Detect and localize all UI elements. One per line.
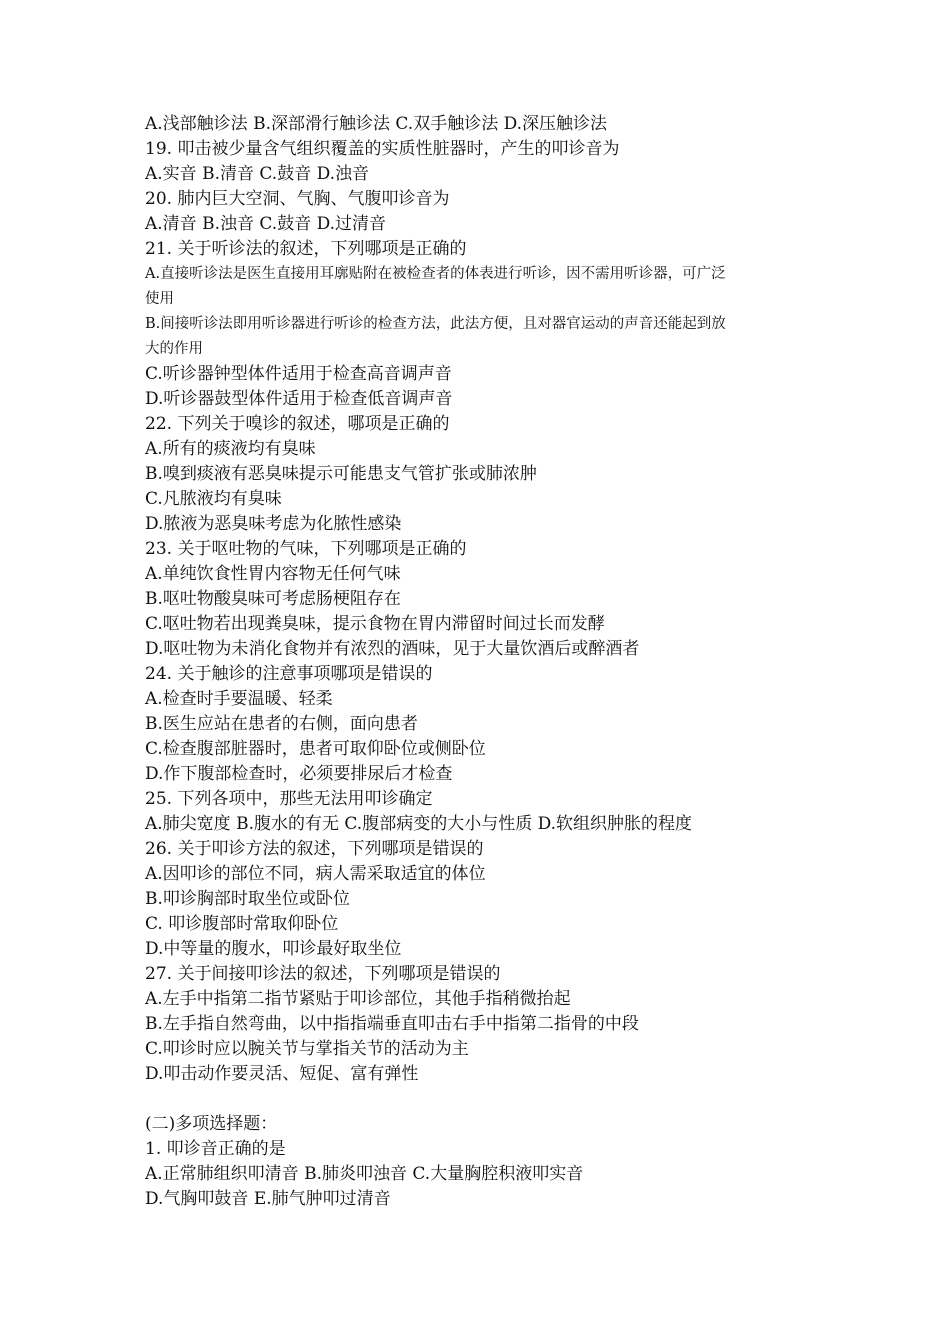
text-line: D.叩击动作要灵活、短促、富有弹性 <box>145 1064 419 1084</box>
text-line: 21. 关于听诊法的叙述，下列哪项是正确的 <box>145 239 467 259</box>
text-line: A.肺尖宽度 B.腹水的有无 C.腹部病变的大小与性质 D.软组织肿胀的程度 <box>145 814 693 834</box>
text-line: D.中等量的腹水，叩诊最好取坐位 <box>145 939 402 959</box>
text-line: D.听诊器鼓型体件适用于检查低音调声音 <box>145 389 453 409</box>
text-line: A.实音 B.清音 C.鼓音 D.浊音 <box>145 164 370 184</box>
text-line: 19. 叩击被少量含气组织覆盖的实质性脏器时，产生的叩诊音为 <box>145 139 620 159</box>
text-line: A.单纯饮食性胃内容物无任何气味 <box>145 564 401 584</box>
text-line: C. 叩诊腹部时常取仰卧位 <box>145 914 339 934</box>
text-line: A.浅部触诊法 B.深部滑行触诊法 C.双手触诊法 D.深压触诊法 <box>145 114 608 134</box>
text-line: B.医生应站在患者的右侧，面向患者 <box>145 714 418 734</box>
text-line: A.因叩诊的部位不同，病人需采取适宜的体位 <box>145 864 486 884</box>
text-line: A.检查时手要温暖、轻柔 <box>145 689 333 709</box>
text-line: 大的作用 <box>145 341 203 357</box>
text-line: A.清音 B.浊音 C.鼓音 D.过清音 <box>145 214 387 234</box>
text-line: C.叩诊时应以腕关节与掌指关节的活动为主 <box>145 1039 469 1059</box>
text-line: 23. 关于呕吐物的气味，下列哪项是正确的 <box>145 539 467 559</box>
text-line: 24. 关于触诊的注意事项哪项是错误的 <box>145 664 433 684</box>
text-line: A.正常肺组织叩清音 B.肺炎叩浊音 C.大量胸腔积液叩实音 <box>145 1164 584 1184</box>
text-line: 26. 关于叩诊方法的叙述，下列哪项是错误的 <box>145 839 484 859</box>
text-line: D.气胸叩鼓音 E.肺气肿叩过清音 <box>145 1189 391 1209</box>
text-line: B.呕吐物酸臭味可考虑肠梗阻存在 <box>145 589 401 609</box>
text-line: 27. 关于间接叩诊法的叙述，下列哪项是错误的 <box>145 964 501 984</box>
text-line: 1. 叩诊音正确的是 <box>145 1139 286 1159</box>
text-line: B.间接听诊法即用听诊器进行听诊的检查方法，此法方便，且对器官运动的声音还能起到放 <box>145 316 726 332</box>
blank-line <box>145 1087 825 1112</box>
text-line: C.凡脓液均有臭味 <box>145 489 282 509</box>
text-line: 使用 <box>145 291 174 307</box>
text-line: 25. 下列各项中，那些无法用叩诊确定 <box>145 789 433 809</box>
text-line: 22. 下列关于嗅诊的叙述，哪项是正确的 <box>145 414 450 434</box>
text-line: D.脓液为恶臭味考虑为化脓性感染 <box>145 514 402 534</box>
text-line: 20. 肺内巨大空洞、气胸、气腹叩诊音为 <box>145 189 450 209</box>
text-line: A.所有的痰液均有臭味 <box>145 439 316 459</box>
text-line: A.左手中指第二指节紧贴于叩诊部位，其他手指稍微抬起 <box>145 989 571 1009</box>
text-line: D.作下腹部检查时，必须要排尿后才检查 <box>145 764 453 784</box>
text-line: B.左手指自然弯曲，以中指指端垂直叩击右手中指第二指骨的中段 <box>145 1014 639 1034</box>
text-line: D.呕吐物为未消化食物并有浓烈的酒味，见于大量饮酒后或醉酒者 <box>145 639 640 659</box>
text-line: B.叩诊胸部时取坐位或卧位 <box>145 889 350 909</box>
text-line: C.呕吐物若出现粪臭味，提示食物在胃内滞留时间过长而发酵 <box>145 614 605 634</box>
text-line: (二)多项选择题： <box>145 1114 278 1134</box>
text-line: B.嗅到痰液有恶臭味提示可能患支气管扩张或肺浓肿 <box>145 464 537 484</box>
text-line: C.听诊器钟型体件适用于检查高音调声音 <box>145 364 452 384</box>
document-page <box>145 112 825 1212</box>
text-line: C.检查腹部脏器时，患者可取仰卧位或侧卧位 <box>145 739 486 759</box>
text-line: A.直接听诊法是医生直接用耳廓贴附在被检查者的体表进行听诊，因不需用听诊器，可广泛 <box>145 266 726 282</box>
